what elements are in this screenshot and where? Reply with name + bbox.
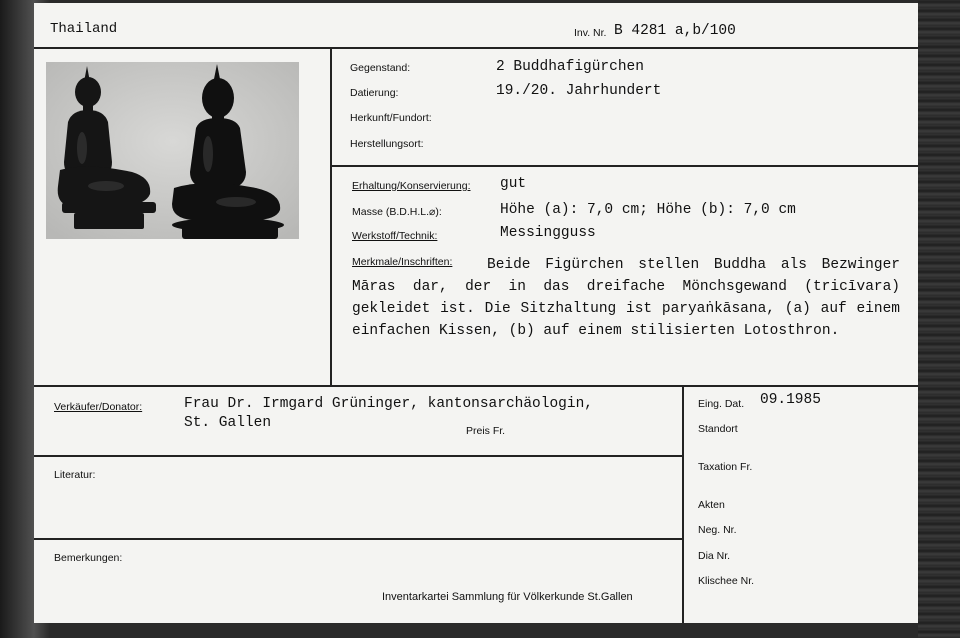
object-photo — [46, 62, 299, 239]
datierung-label: Datierung: — [350, 87, 399, 99]
literatur-label: Literatur: — [54, 469, 96, 481]
masse-label: Masse (B.D.H.L.⌀): — [352, 206, 442, 218]
inventory-card — [34, 3, 918, 623]
bemerkungen-label: Bemerkungen: — [54, 552, 123, 564]
inv-value: B 4281 a,b/100 — [614, 23, 736, 39]
merkmale-value: Beide Figürchen stellen Buddha als Bezwinger Māras dar, der in das dreifache Mönchsgewand (tricīvara) gekleidet ist. Die Sitzhaltung ist paryaṅkāsana, (a) auf einem einfachen Kissen, (b) auf einem stilisierten Lotosthron. — [352, 257, 900, 339]
taxation-label: Taxation Fr. — [698, 461, 753, 473]
background-strip — [918, 0, 960, 638]
werkstoff-label: Werkstoff/Technik: — [352, 230, 438, 242]
merkmale-label: Merkmale/Inschriften: — [352, 256, 453, 268]
preis-label: Preis Fr. — [466, 425, 506, 437]
side-divider — [682, 385, 684, 623]
object-divider — [330, 165, 918, 167]
datierung-value: 19./20. Jahrhundert — [496, 83, 662, 99]
verkaeufer-line2: St. Gallen — [184, 415, 272, 431]
gegenstand-value: 2 Buddhafigürchen — [496, 59, 644, 75]
herstellungsort-label: Herstellungsort: — [350, 138, 424, 150]
eing-dat-value: 09.1985 — [760, 392, 821, 408]
bemerkungen-divider — [34, 538, 682, 540]
gegenstand-label: Gegenstand: — [350, 62, 411, 74]
erhaltung-label: Erhaltung/Konservierung: — [352, 180, 471, 192]
werkstoff-value: Messingguss — [500, 225, 596, 241]
standort-label: Standort — [698, 423, 738, 435]
erhaltung-value: gut — [500, 176, 527, 192]
photo-divider — [330, 47, 332, 385]
country: Thailand — [50, 21, 118, 37]
verkaeufer-label: Verkäufer/Donator: — [54, 401, 143, 413]
akten-label: Akten — [698, 499, 725, 511]
neg-nr-label: Neg. Nr. — [698, 524, 737, 536]
herkunft-label: Herkunft/Fundort: — [350, 112, 432, 124]
masse-value: Höhe (a): 7,0 cm; Höhe (b): 7,0 cm — [500, 202, 796, 218]
footer-text: Inventarkartei Sammlung für Völkerkunde St.Gallen — [382, 591, 633, 603]
klischee-nr-label: Klischee Nr. — [698, 575, 755, 587]
dia-nr-label: Dia Nr. — [698, 550, 731, 562]
eing-dat-label: Eing. Dat. — [698, 398, 745, 410]
buddha-figurines-image — [46, 62, 299, 239]
inv-label: Inv. Nr. — [574, 27, 607, 39]
literatur-divider — [34, 455, 682, 457]
header-divider — [34, 47, 918, 49]
main-divider — [34, 385, 918, 387]
verkaeufer-line1: Frau Dr. Irmgard Grüninger, kantonsarchäologin, — [184, 396, 593, 412]
